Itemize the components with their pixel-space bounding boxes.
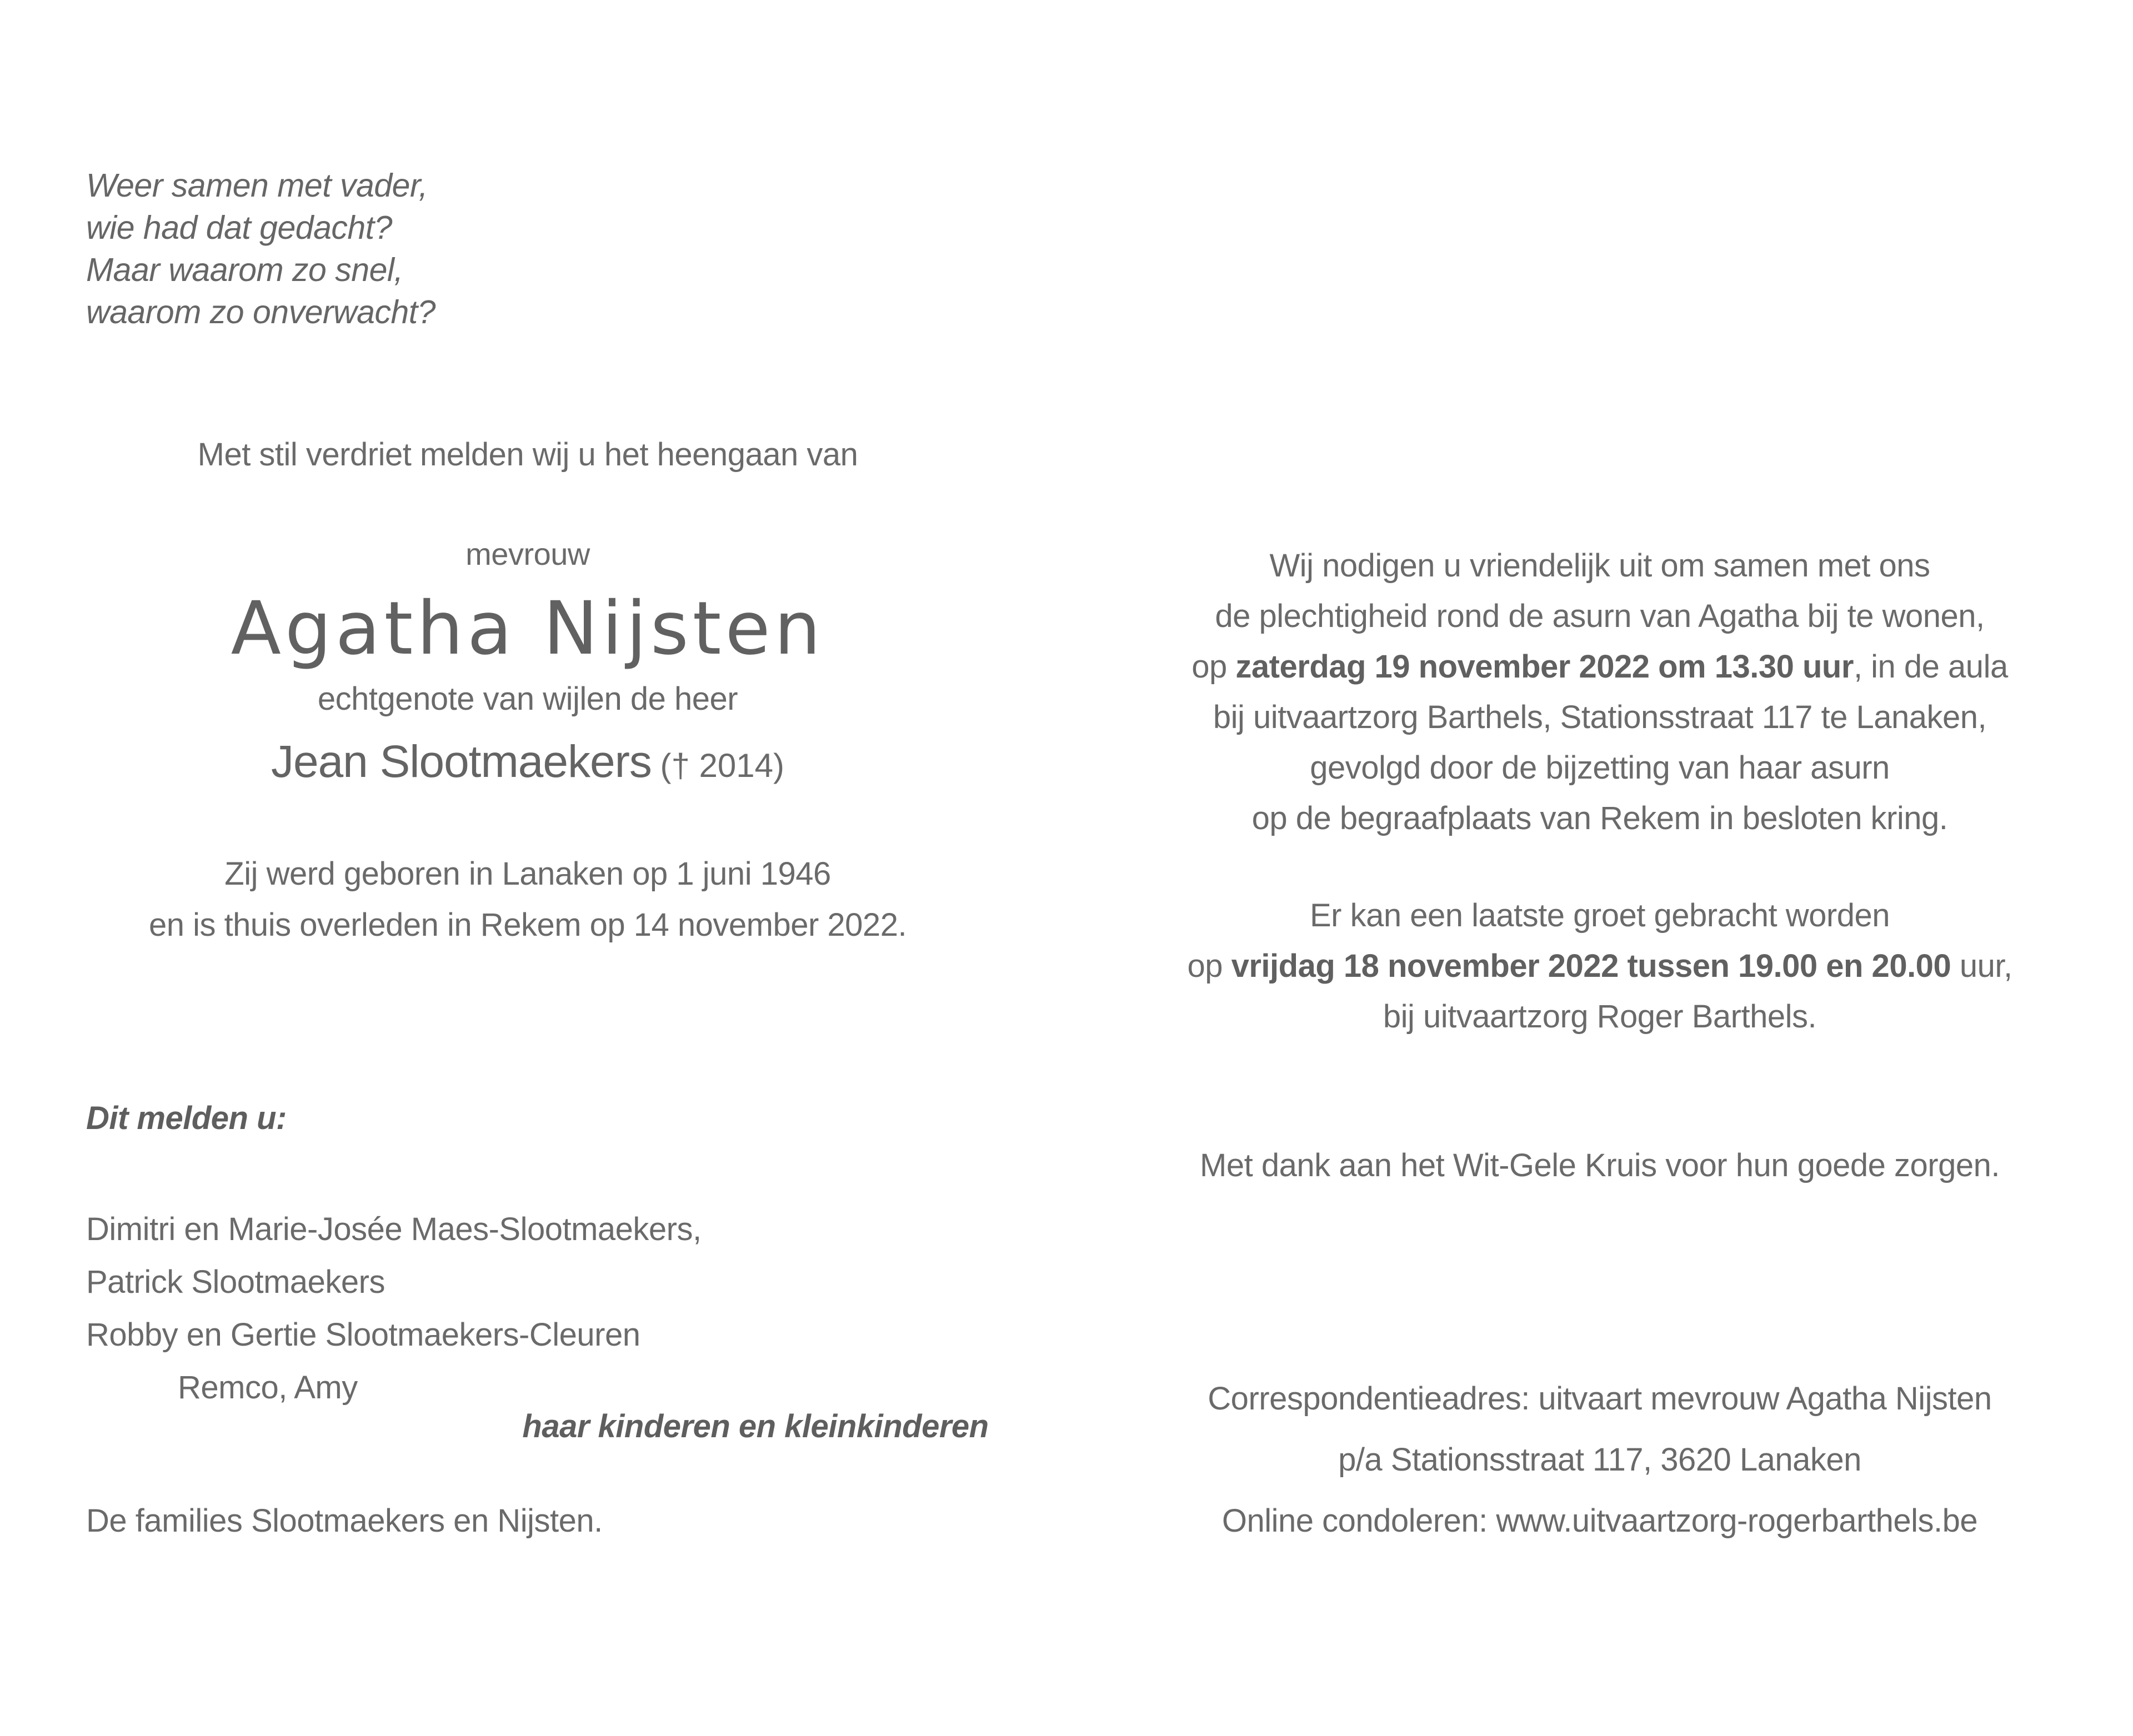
greeting-line: Er kan een laatste groet gebracht worden [1310,897,1890,934]
ceremony-date: zaterdag 19 november 2022 om 13.30 uur [1235,649,1854,685]
poem-line: Weer samen met vader, [86,167,428,204]
intro-line: Met stil verdriet melden wij u het heengaan van [197,436,858,473]
birth-line: Zij werd geboren in Lanaken op 1 juni 1946 [224,856,831,892]
spouse-name-line [83,736,972,788]
invitation-line-ceremony-date [1111,648,2089,685]
invitation-line: de plechtigheid rond de asurn van Agatha bij te wonen, [1215,598,1985,634]
spouse-name: Jean Slootmaekers [271,736,652,787]
correspondence-street-line: p/a Stationsstraat 117, 3620 Lanaken [1338,1442,1861,1478]
death-line: en is thuis overleden in Rekem op 14 november 2022. [148,907,907,943]
deceased-name: Agatha Nijsten [231,586,825,671]
family-caption: haar kinderen en kleinkinderen [522,1408,989,1444]
invitation-line: Wij nodigen u vriendelijk uit om samen met ons [1269,548,1930,584]
family-member: Patrick Slootmaekers [86,1264,385,1300]
salutation: mevrouw [465,536,590,571]
thanks-line: Met dank aan het Wit-Gele Kruis voor hun goede zorgen. [1200,1147,2000,1183]
poem-line: wie had dat gedacht? [86,209,392,246]
families-line: De families Slootmaekers en Nijsten. [86,1503,603,1539]
family-member-grandchildren: Remco, Amy [178,1369,358,1406]
visit-date-suffix: uur, [1951,948,2012,984]
spouse-death-year: († 2014) [660,747,785,784]
visit-date: vrijdag 18 november 2022 tussen 19.00 en 20.00 [1231,948,1951,984]
correspondence-address-line: Correspondentieadres: uitvaart mevrouw Agatha Nijsten [1208,1381,1992,1417]
invitation-line: op de begraafplaats van Rekem in besloten kring. [1251,800,1948,836]
ceremony-date-suffix: , in de aula [1853,649,2008,685]
ceremony-date-prefix: op [1191,649,1236,685]
visit-date-prefix: op [1187,948,1231,984]
announce-heading: Dit melden u: [86,1100,287,1136]
greeting-line-visit-date [1111,947,2089,985]
poem-line: Maar waarom zo snel, [86,252,403,288]
family-member: Dimitri en Marie-Josée Maes-Slootmaekers, [86,1211,702,1247]
online-condolence-line: Online condoleren: www.uitvaartzorg-rogerbarthels.be [1221,1503,1978,1539]
family-member: Robby en Gertie Slootmaekers-Cleuren [86,1317,640,1353]
poem-line: waarom zo onverwacht? [86,294,435,330]
invitation-line: gevolgd door de bijzetting van haar asurn [1310,750,1890,786]
spouse-line: echtgenote van wijlen de heer [317,681,738,717]
greeting-line: bij uitvaartzorg Roger Barthels. [1383,999,1817,1035]
invitation-line: bij uitvaartzorg Barthels, Stationsstraat 117 te Lanaken, [1213,699,1987,735]
